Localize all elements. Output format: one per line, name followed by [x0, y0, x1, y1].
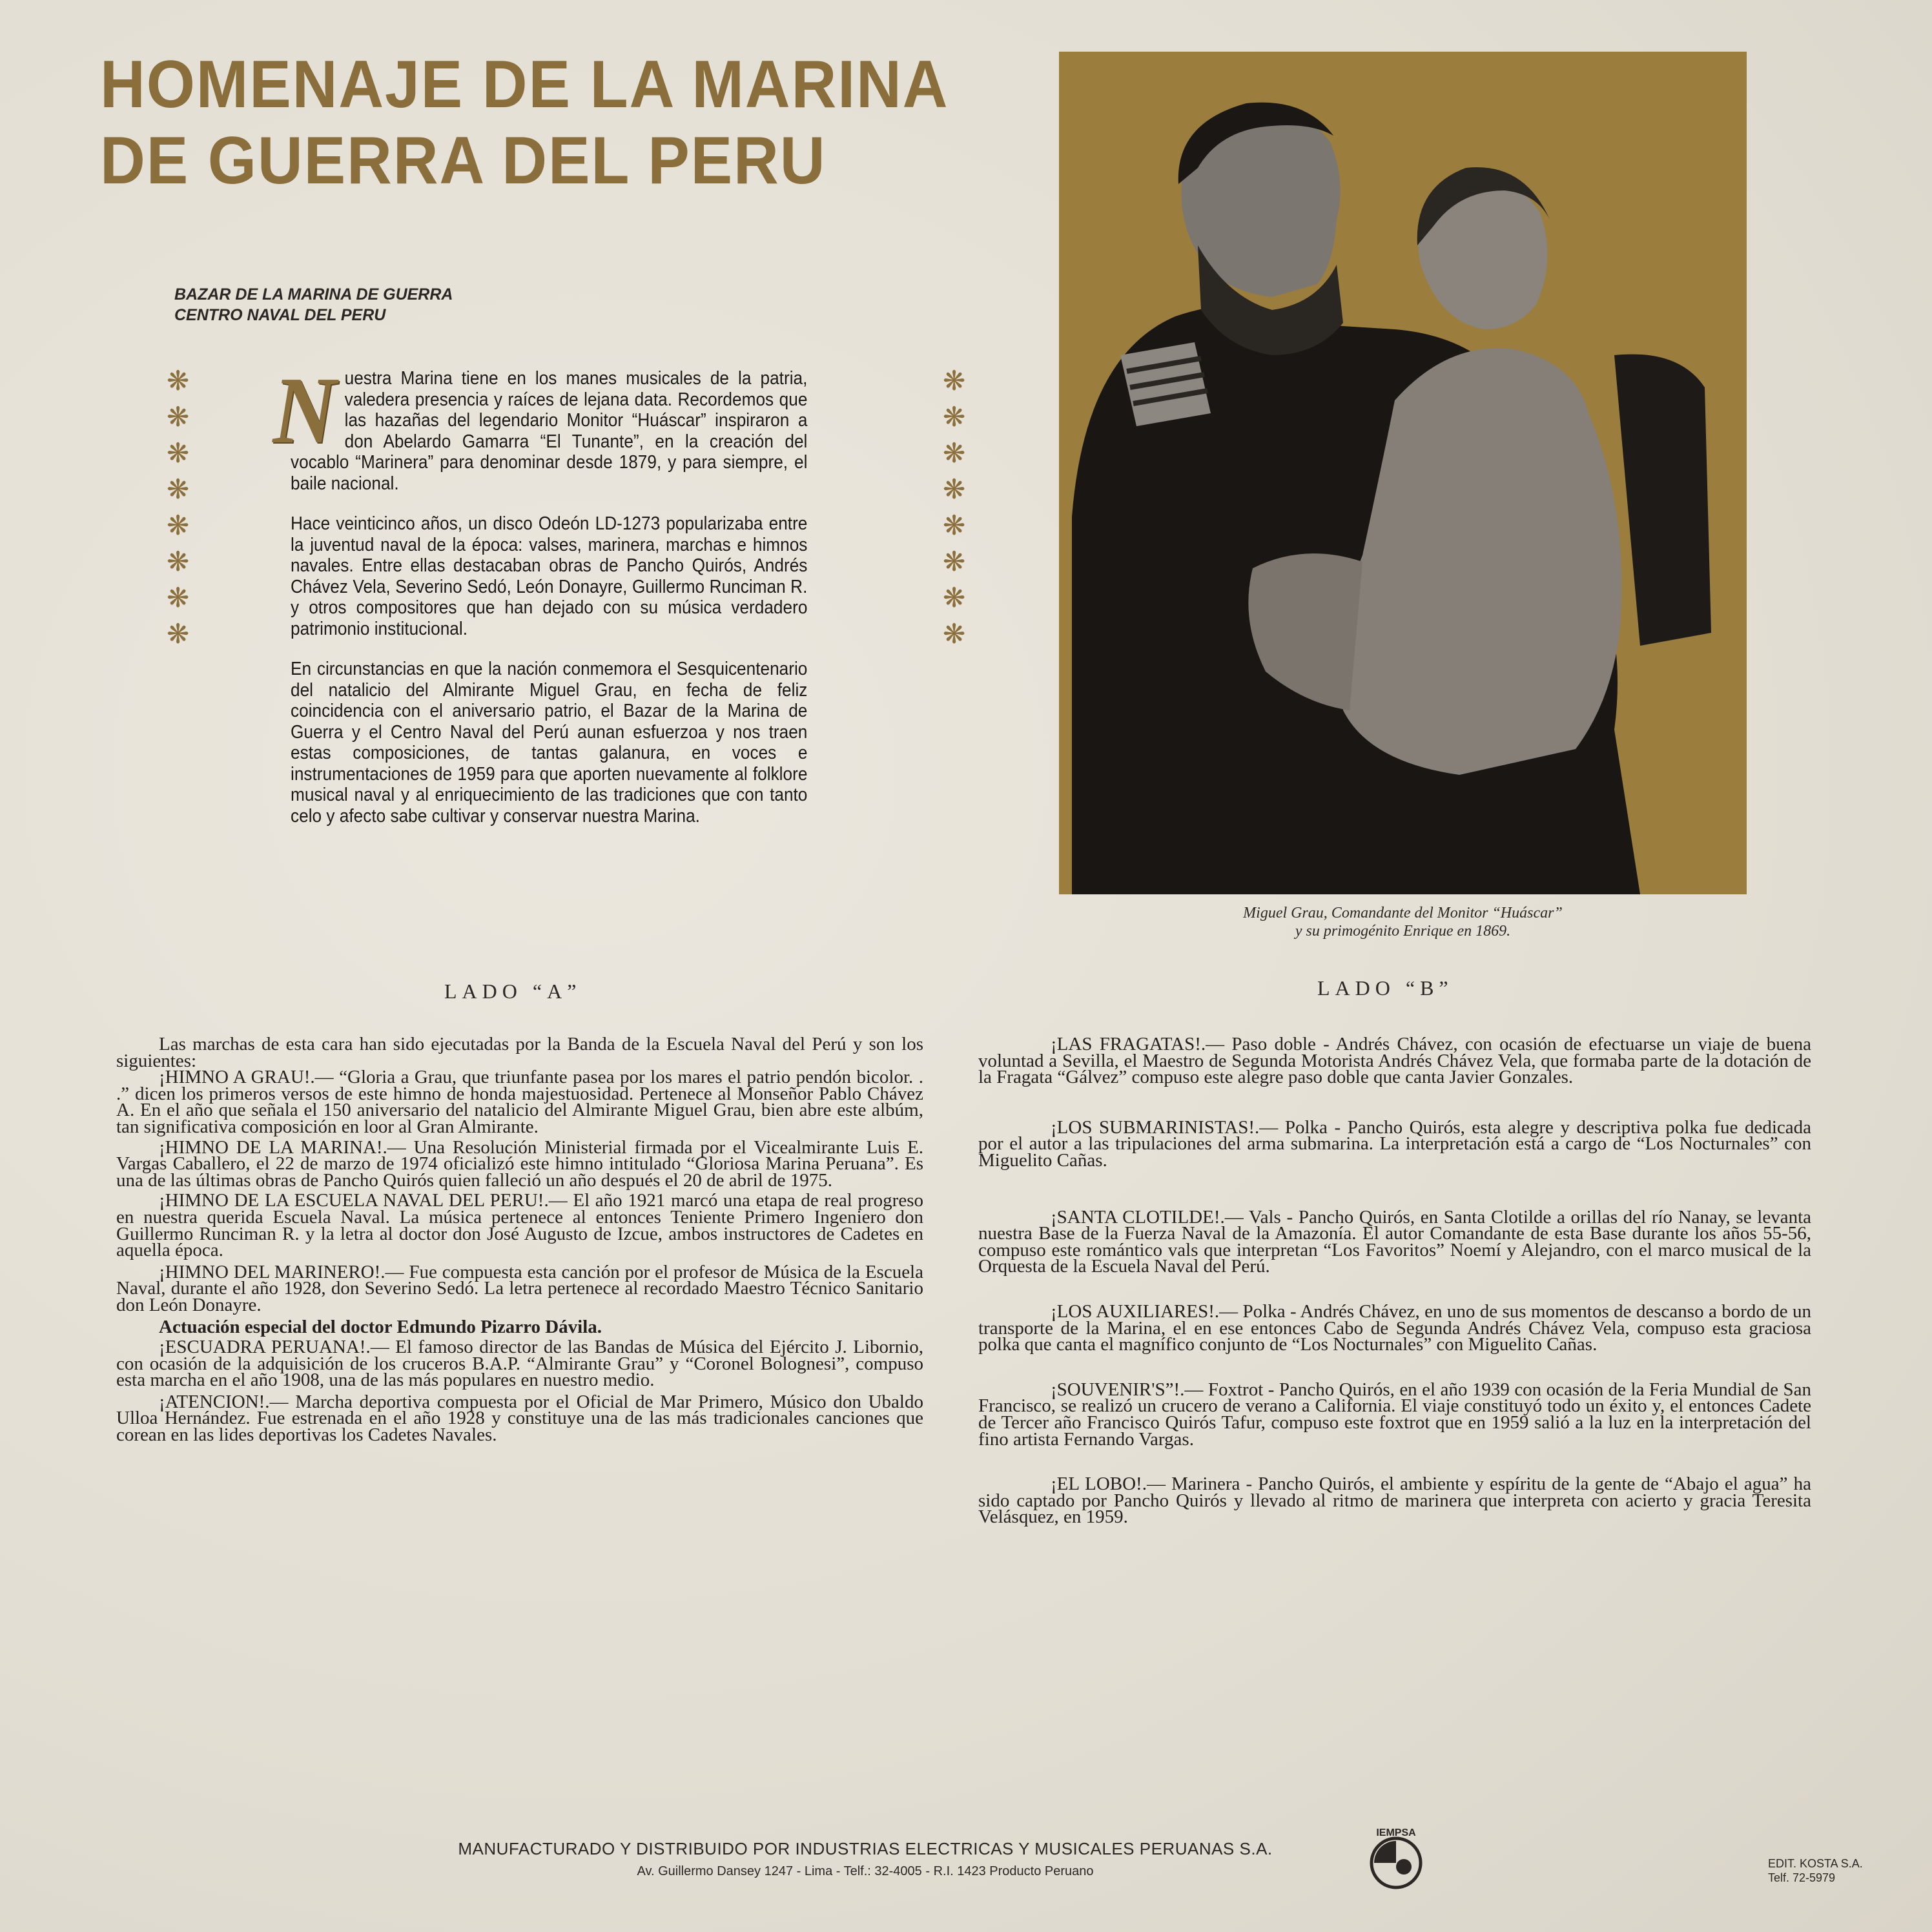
manufacturer-line: MANUFACTURADO Y DISTRIBUIDO POR INDUSTRIAS ELECTRICAS Y MUSICALES PERUANAS S.A.: [458, 1839, 1273, 1858]
track-a4: ¡HIMNO DEL MARINERO!.— Fue compuesta esta canción por el profesor de Música de la Escuela Naval, durante el año 1928, don Severino Sedó. La letra pertenece al recordado Maestro Técnico Sanitario don León Donayre.: [116, 1261, 923, 1315]
organization-block: [174, 284, 453, 325]
intro-text: [272, 358, 808, 846]
side-a-intro: Las marchas de esta cara han sido ejecutadas por la Banda de la Escuela Naval del Perú y son los siguientes:: [116, 1034, 923, 1071]
album-title: [100, 46, 965, 199]
star-ornament-icon: ❋: [943, 582, 966, 613]
star-ornament-icon: ❋: [943, 401, 966, 433]
drop-cap: N: [272, 358, 336, 464]
photo-caption-line2: y su primogénito Enrique en 1869.: [1295, 923, 1511, 940]
photo-caption: [1059, 904, 1747, 940]
star-ornament-icon: ❋: [167, 582, 190, 613]
album-title-line2: DE GUERRA DEL PERU: [100, 123, 827, 198]
star-ornament-icon: ❋: [167, 365, 190, 396]
track-a5: ¡ESCUADRA PERUANA!.— El famoso director de las Bandas de Música del Ejército J. Libornio, con ocasión de la adquisición de los cruceros B.A.P. “Almirante Grau” y “Coronel Bolognesi”, compuso esta marcha en el año 1908, una de las más populares en nuestro medio.: [116, 1337, 923, 1391]
manufacturer-footer: [362, 1839, 1369, 1879]
intro-paragraph-1: Nuestra Marina tiene en los manes musicales de la patria, valedera presencia y raíces de lejana data. Recordemos que las hazañas del legendario Monitor “Huáscar” inspiraron a don Abelardo Gamarra “El Tunante”, en la creación del vocablo “Marinera” para denominar desde 1879, y para siempre, el baile nacional.: [272, 358, 808, 494]
track-a3: ¡HIMNO DE LA ESCUELA NAVAL DEL PERU!.— El año 1921 marcó una etapa de real progreso en nuestra querida Escuela Naval. La música pertenece al entonces Teniente Primero Ingeniero don Guillermo Runciman R. y la letra al doctor don José Augusto de Izcue, ambos instructores de Cadetes en aquella época.: [116, 1190, 923, 1261]
track-b3: ¡SANTA CLOTILDE!.— Vals - Pancho Quirós, en Santa Clotilde a orillas del río Nanay, se levanta nuestra Base de la Fuerza Naval de la Amazonía. El autor Comandante de esta Base durante los años 55-56, compuso este romántico vals que interpretan “Los Favoritos” Noemí y Alejandro, con el marco musical de la Orquesta de la Escuela Naval del Perú.: [978, 1206, 1811, 1277]
star-ornament-icon: ❋: [943, 618, 966, 650]
photo-caption-line1: Miguel Grau, Comandante del Monitor “Huáscar”: [1243, 905, 1563, 921]
track-a6: ¡ATENCION!.— Marcha deportiva compuesta por el Oficial de Mar Primero, Músico don Ubaldo Ulloa Hernández. Fue estrenada en el año 1928 y constituye una de las más tradicionales canciones que corean en las lides deportivas los Cadetes Navales.: [116, 1391, 923, 1446]
track-b2: ¡LOS SUBMARINISTAS!.— Polka - Pancho Quirós, esta alegre y descriptiva polka fue dedicada por el autor a las tripulaciones del arma submarina. La interpretación está a cargo de “Los Nocturnales” con Miguelito Cañas.: [978, 1116, 1811, 1171]
special-performance-note: Actuación especial del doctor Edmundo Pizarro Dávila.: [159, 1316, 602, 1337]
star-ornament-icon: ❋: [167, 509, 190, 541]
right-star-column: [943, 363, 965, 652]
star-ornament-icon: ❋: [167, 546, 190, 577]
album-title-line1: HOMENAJE DE LA MARINA: [100, 47, 949, 122]
side-b-tracklist: [978, 1036, 1811, 1526]
track-a1: ¡HIMNO A GRAU!.— “Gloria a Grau, que triunfante pasea por los mares el patrio pendón bicolor. . .” dicen los primeros versos de este himno de honda majestuosidad. Pertenece al Monseñor Pablo Chávez A. En el año que señala el 150 aniversario del natalicio del Almirante Miguel Grau, bien abre este albúm, tan significativa composición en loor al Gran Almirante.: [116, 1067, 924, 1137]
side-a-label: LADO “A”: [444, 980, 582, 1003]
star-ornament-icon: ❋: [943, 546, 966, 577]
iempsa-logo: [1364, 1824, 1428, 1895]
track-b6: ¡EL LOBO!.— Marinera - Pancho Quirós, el ambiente y espíritu de la gente de “Abajo el agua” ha sido captado por Pancho Quirós y llevado al ritmo de marinera que interpreta con acierto y gracia Teresita Velásquez, en 1959.: [978, 1474, 1811, 1528]
star-ornament-icon: ❋: [167, 401, 190, 433]
photo-illustration: [1059, 52, 1747, 894]
left-star-column: [167, 363, 189, 652]
historical-photo: [1059, 52, 1747, 894]
side-a-tracklist: [116, 1036, 923, 1444]
star-ornament-icon: ❋: [943, 509, 966, 541]
intro-paragraph-3: En circunstancias en que la nación conmemora el Sesquicentenario del natalicio del Almirante Miguel Grau, en fecha de feliz coincidencia con el aniversario patrio, el Bazar de la Marina de Guerra y el Centro Naval del Perú aunan esfuerzoa y nos traen estas composiciones, de tantas galanura, en voces e instrumentaciones de 1959 para que aporten nuevamente al folklore musical naval y al enriquecimiento de las tradiciones que con tanto celo y afecto sabe cultivar y conservar nuestra Marina.: [291, 659, 808, 827]
track-b1: ¡LAS FRAGATAS!.— Paso doble - Andrés Chávez, con ocasión de efectuarse un viaje de buena voluntad a Sevilla, el Maestro de Segunda Motorista Andrés Chávez Vela, que formaba parte de la dotación de la Fragata “Gálvez” compuso este alegre paso doble que canta Javier Gonzales.: [978, 1034, 1811, 1088]
track-b4: ¡LOS AUXILIARES!.— Polka - Andrés Chávez, en uno de sus momentos de descanso a bordo de un transporte de la Marina, el en ese entonces Cabo de Segunda Andrés Chávez Vela, compuso esta graciosa polka que canta el magnífico conjunto de “Los Nocturnales” con Miguelito Cañas.: [978, 1300, 1811, 1355]
track-b5: ¡SOUVENIR'S”!.— Foxtrot - Pancho Quirós, en el año 1939 con ocasión de la Feria Mundial de San Francisco, se realizó un crucero de verano a California. El viaje constituyó todo un éxito y, el entonces Cadete de Tercer año Francisco Quirós Tafur, compuso este foxtrot que en 1959 salió a la luz en la interpretación del fino artista Fernando Vargas.: [978, 1379, 1811, 1450]
record-label-logo-icon: [1364, 1824, 1428, 1895]
publisher-name: EDIT. KOSTA S.A.: [1768, 1857, 1863, 1870]
side-b-label: LADO “B”: [1317, 976, 1454, 1000]
star-ornament-icon: ❋: [167, 618, 190, 650]
address-line: Av. Guillermo Dansey 1247 - Lima - Telf.: 32-4005 - R.I. 1423 Producto Peruano: [637, 1864, 1094, 1878]
logo-wordmark: IEMPSA: [1376, 1827, 1416, 1838]
star-ornament-icon: ❋: [167, 473, 190, 505]
organization-line1: BAZAR DE LA MARINA DE GUERRA: [174, 285, 453, 303]
track-a2: ¡HIMNO DE LA MARINA!.— Una Resolución Ministerial firmada por el Vicealmirante Luis E. Vargas Caballero, el 22 de marzo de 1974 oficializó este himno intitulado “Gloriosa Marina Peruana”. Es una de las últimas obras de Pancho Quirós quien falleció un año después el 20 de abril de 1975.: [116, 1136, 923, 1191]
organization-line2: CENTRO NAVAL DEL PERU: [174, 306, 386, 324]
intro-paragraph-2: Hace veinticinco años, un disco Odeón LD-1273 popularizaba entre la juventud naval de la época: valses, marinera, marchas e himnos navales. Entre ellas destacaban obras de Pancho Quirós, Andrés Chávez Vela, Severino Sedó, León Donayre, Guillermo Runciman R. y otros compositores que han dejado con su música verdadero patrimonio institucional.: [291, 513, 808, 639]
star-ornament-icon: ❋: [943, 437, 966, 469]
star-ornament-icon: ❋: [943, 473, 966, 505]
publisher-credit: [1768, 1856, 1863, 1885]
star-ornament-icon: ❋: [943, 365, 966, 396]
publisher-phone: Telf. 72-5979: [1768, 1871, 1836, 1884]
star-ornament-icon: ❋: [167, 437, 190, 469]
